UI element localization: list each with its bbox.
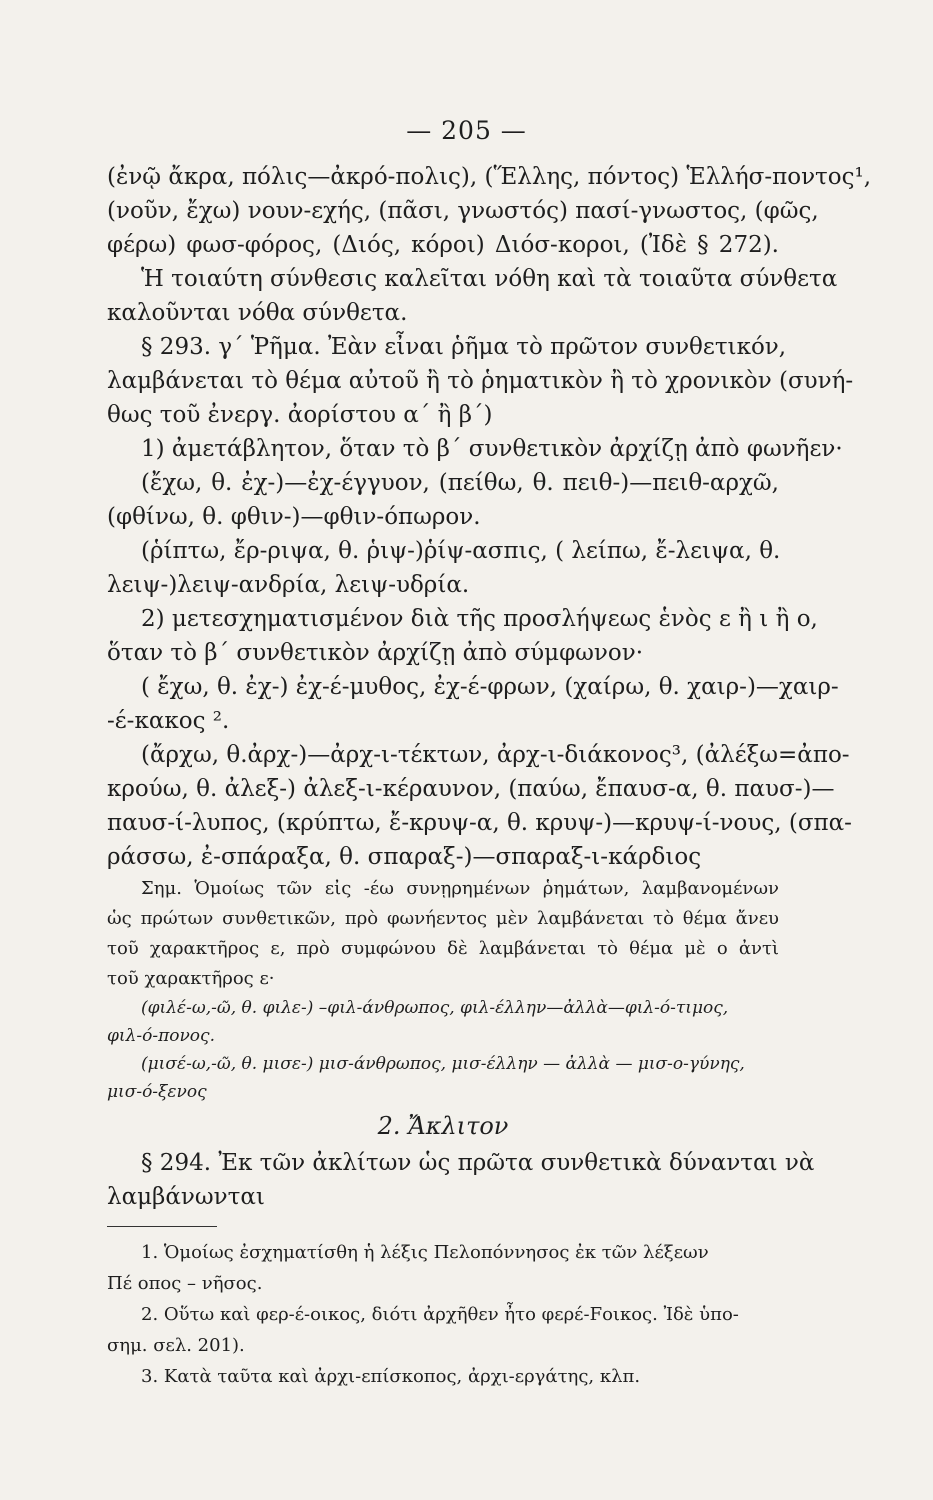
text-line: (ῥίπτω, ἔρ-ριψα, θ. ῥιψ-)ῥίψ-ασπις, ( λείπω, ἔ-λειψα, θ. bbox=[141, 538, 781, 564]
example-line: μισ-ό-ξενος bbox=[107, 1082, 207, 1102]
text-line: (νοῦν, ἔχω) νουν-εχής, (πᾶσι, γνωστός) πασί-γνωστος, (φῶς, bbox=[107, 198, 819, 224]
text-line: ὅταν τὸ β´ συνθετικὸν ἀρχίζῃ ἀπὸ σύμφωνον· bbox=[107, 640, 644, 666]
example-line: (μισέ-ω,-ῶ, θ. μισε-) μισ-άνθρωπος, μισ-έλλην — ἀλλὰ — μισ-ο-γύνης, bbox=[141, 1054, 745, 1074]
text-line: κρούω, θ. ἀλεξ-) ἀλεξ-ι-κέραυνον, (παύω, ἔπαυσ-α, θ. παυσ-)— bbox=[107, 776, 835, 802]
section-293-heading: § 293. γ´ Ῥῆμα. Ἐὰν εἶναι ῥῆμα τὸ πρῶτον συνθετικόν, bbox=[141, 334, 787, 360]
footnote-1-cont: Πέ οπος – νῆσος. bbox=[107, 1273, 263, 1294]
text-line: (ἐνῷ ἄκρα, πόλις—ἀκρό-πολις), (Ἕλλης, πόντος) Ἑλλήσ-ποντος¹, bbox=[107, 164, 872, 190]
section-294-line: § 294. Ἐκ τῶν ἀκλίτων ὡς πρῶτα συνθετικὰ δύνανται νὰ bbox=[141, 1150, 815, 1176]
text-line: 1) ἀμετάβλητον, ὅταν τὸ β´ συνθετικὸν ἀρχίζῃ ἀπὸ φωνῆεν· bbox=[141, 436, 843, 462]
subsection-heading: 2. Ἄκλιτον bbox=[377, 1112, 509, 1140]
text-line: -έ-κακος ². bbox=[107, 708, 230, 734]
text-line: λαμβάνεται τὸ θέμα αὐτοῦ ἢ τὸ ῥηματικὸν ἢ τὸ χρονικὸν (συνή- bbox=[107, 368, 854, 394]
text-line: Ἡ τοιαύτη σύνθεσις καλεῖται νόθη καὶ τὰ τοιαῦτα σύνθετα bbox=[141, 266, 838, 292]
example-line: φιλ-ό-πονος. bbox=[107, 1026, 215, 1046]
text-line: θως τοῦ ἐνεργ. ἀορίστου α´ ἢ β´) bbox=[107, 402, 493, 428]
text-line: ράσσω, ἐ-σπάραξα, θ. σπαραξ-)—σπαραξ-ι-κάρδιος bbox=[107, 844, 702, 870]
text-line: (ἄρχω, θ.ἀρχ-)—ἀρχ-ι-τέκτων, ἀρχ-ι-διάκονος³, (ἀλέξω=ἀπο- bbox=[141, 742, 850, 768]
text-line: (φθίνω, θ. φθιν-)—φθιν-όπωρον. bbox=[107, 504, 481, 530]
text-line: ( ἔχω, θ. ἐχ-) ἐχ-έ-μυθος, ἐχ-έ-φρων, (χαίρω, θ. χαιρ-)—χαιρ- bbox=[141, 674, 839, 700]
footnote-3: 3. Κατὰ ταῦτα καὶ ἀρχι-επίσκοπος, ἀρχι-εργάτης, κλπ. bbox=[141, 1366, 641, 1387]
main-text bbox=[107, 160, 872, 1392]
note-line: ὡς πρώτων συνθετικῶν, πρὸ φωνήεντος μὲν λαμβάνεται τὸ θέμα ἄνευ bbox=[107, 908, 779, 929]
text-line: καλοῦνται νόθα σύνθετα. bbox=[107, 300, 408, 326]
text-line: φέρω) φωσ-φόρος, (Διός, κόροι) Διόσ-κοροι, (Ἰδὲ § 272). bbox=[107, 232, 779, 258]
text-line: παυσ-ί-λυπος, (κρύπτω, ἔ-κρυψ-α, θ. κρυψ-)—κρυψ-ί-νους, (σπα- bbox=[107, 810, 852, 836]
text-line: λαμβάνωνται bbox=[107, 1184, 265, 1210]
footnote-divider bbox=[107, 1226, 217, 1227]
footnote-1: 1. Ὁμοίως ἐσχηματίσθη ἡ λέξις Πελοπόννησος ἐκ τῶν λέξεων bbox=[141, 1242, 709, 1263]
text-line: (ἔχω, θ. ἐχ-)—ἐχ-έγγυον, (πείθω, θ. πειθ-)—πειθ-αρχῶ, bbox=[141, 470, 779, 496]
note-line: τοῦ χαρακτῆρος ε· bbox=[107, 968, 275, 989]
text-line: λειψ-)λειψ-ανδρία, λειψ-υδρία. bbox=[107, 572, 470, 598]
footnote-2-cont: σημ. σελ. 201). bbox=[107, 1335, 245, 1356]
page-number: — 205 — bbox=[406, 116, 527, 145]
note-line: τοῦ χαρακτῆρος ε, πρὸ συμφώνου δὲ λαμβάνεται τὸ θέμα μὲ ο ἀντὶ bbox=[107, 938, 779, 959]
note-line: Σημ. Ὁμοίως τῶν εἰς -έω συνῃρημένων ῥημάτων, λαμβανομένων bbox=[141, 878, 779, 899]
example-line: (φιλέ-ω,-ῶ, θ. φιλε-) –φιλ-άνθρωπος, φιλ-έλλην—ἀλλὰ—φιλ-ό-τιμος, bbox=[141, 998, 729, 1018]
text-line: 2) μετεσχηματισμένον διὰ τῆς προσλήψεως ἑνὸς ε ἢ ι ἢ ο, bbox=[141, 606, 818, 632]
footnote-2: 2. Οὕτω καὶ φερ-έ-οικος, διότι ἀρχῆθεν ἦτο φερέ-Fοικος. Ἰδὲ ὑπο- bbox=[141, 1304, 739, 1325]
